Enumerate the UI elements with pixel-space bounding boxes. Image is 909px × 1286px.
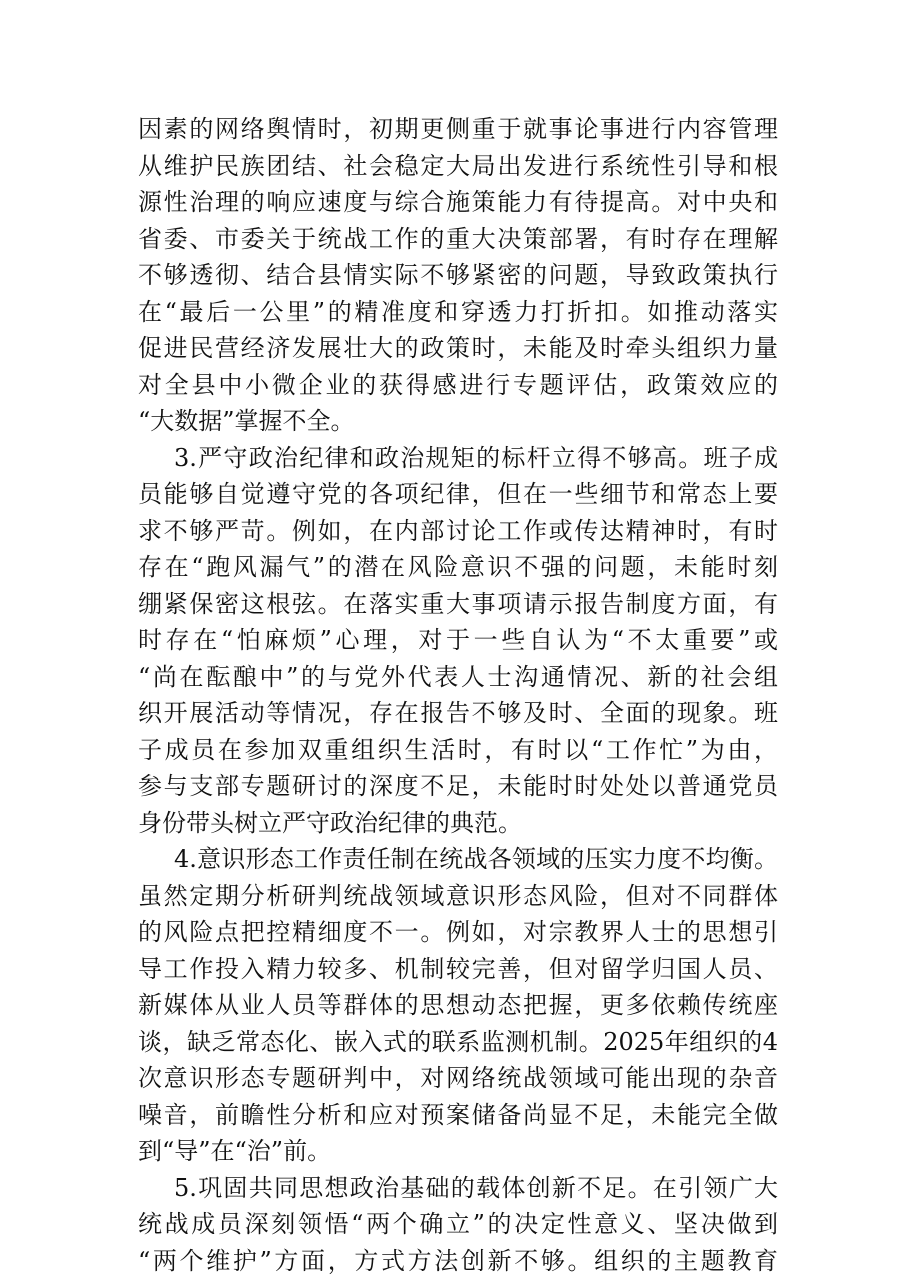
section-heading-line: 5.巩固共同思想政治基础的载体创新不足。在引领广大 xyxy=(174,1173,778,1202)
text-line: “两个维护”方面，方式方法创新不够。组织的主题教育 xyxy=(138,1246,778,1275)
text-line: “尚在酝酿中”的与党外代表人士沟通情况、新的社会组 xyxy=(138,662,778,691)
text-line: 谈，缺乏常态化、嵌入式的联系监测机制。2025年组织的4 xyxy=(138,1027,778,1056)
text-line: 到“导”在“治”前。 xyxy=(138,1137,332,1165)
text-line: 求不够严苛。例如，在内部讨论工作或传达精神时，有时 xyxy=(138,516,778,545)
text-line: 对全县中小微企业的获得感进行专题评估，政策效应的 xyxy=(138,370,778,399)
text-line: 新媒体从业人员等群体的思想动态把握，更多依赖传统座 xyxy=(138,991,778,1019)
text-line: 虽然定期分析研判统战领域意识形态风险，但对不同群体 xyxy=(138,881,778,910)
section-heading-line: 3.严守政治纪律和政治规矩的标杆立得不够高。班子成 xyxy=(174,443,778,472)
text-line: 的风险点把控精细度不一。例如，对宗教界人士的思想引 xyxy=(138,918,778,946)
text-line: 次意识形态专题研判中，对网络统战领域可能出现的杂音 xyxy=(138,1064,778,1092)
text-line: 织开展活动等情况，存在报告不够及时、全面的现象。班 xyxy=(138,699,778,727)
text-line: 导工作投入精力较多、机制较完善，但对留学归国人员、 xyxy=(138,954,778,983)
text-line: 存在“跑风漏气”的潜在风险意识不强的问题，未能时刻 xyxy=(138,553,778,581)
section-heading-line: 4.意识形态工作责任制在统战各领域的压实力度不均衡。 xyxy=(174,845,778,873)
text-line: 绷紧保密这根弦。在落实重大事项请示报告制度方面，有 xyxy=(138,589,778,618)
text-line: 促进民营经济发展壮大的政策时，未能及时牵头组织力量 xyxy=(138,334,778,362)
text-line: 在“最后一公里”的精准度和穿透力打折扣。如推动落实 xyxy=(138,297,778,326)
text-line: 不够透彻、结合县情实际不够紧密的问题，导致政策执行 xyxy=(138,261,778,289)
text-line: 子成员在参加双重组织生活时，有时以“工作忙”为由， xyxy=(138,735,778,764)
text-line: 身份带头树立严守政治纪律的典范。 xyxy=(138,808,522,837)
text-line: 参与支部专题研讨的深度不足，未能时时处处以普通党员 xyxy=(138,772,778,800)
text-line: 员能够自觉遵守党的各项纪律，但在一些细节和常态上要 xyxy=(138,480,778,508)
text-line: 时存在“怕麻烦”心理，对于一些自认为“不太重要”或 xyxy=(138,626,778,654)
text-line: 噪音，前瞻性分析和应对预案储备尚显不足，未能完全做 xyxy=(138,1100,778,1129)
text-line: 源性治理的响应速度与综合施策能力有待提高。对中央和 xyxy=(138,188,778,216)
text-line: 因素的网络舆情时，初期更侧重于就事论事进行内容管理 xyxy=(138,115,778,143)
body-text xyxy=(138,111,778,1279)
text-line: 省委、市委关于统战工作的重大决策部署，有时存在理解 xyxy=(138,224,778,253)
text-line: “大数据”掌握不全。 xyxy=(138,407,355,435)
text-line: 统战成员深刻领悟“两个确立”的决定性意义、坚决做到 xyxy=(138,1210,778,1238)
text-line: 从维护民族团结、社会稳定大局出发进行系统性引导和根 xyxy=(138,151,778,180)
